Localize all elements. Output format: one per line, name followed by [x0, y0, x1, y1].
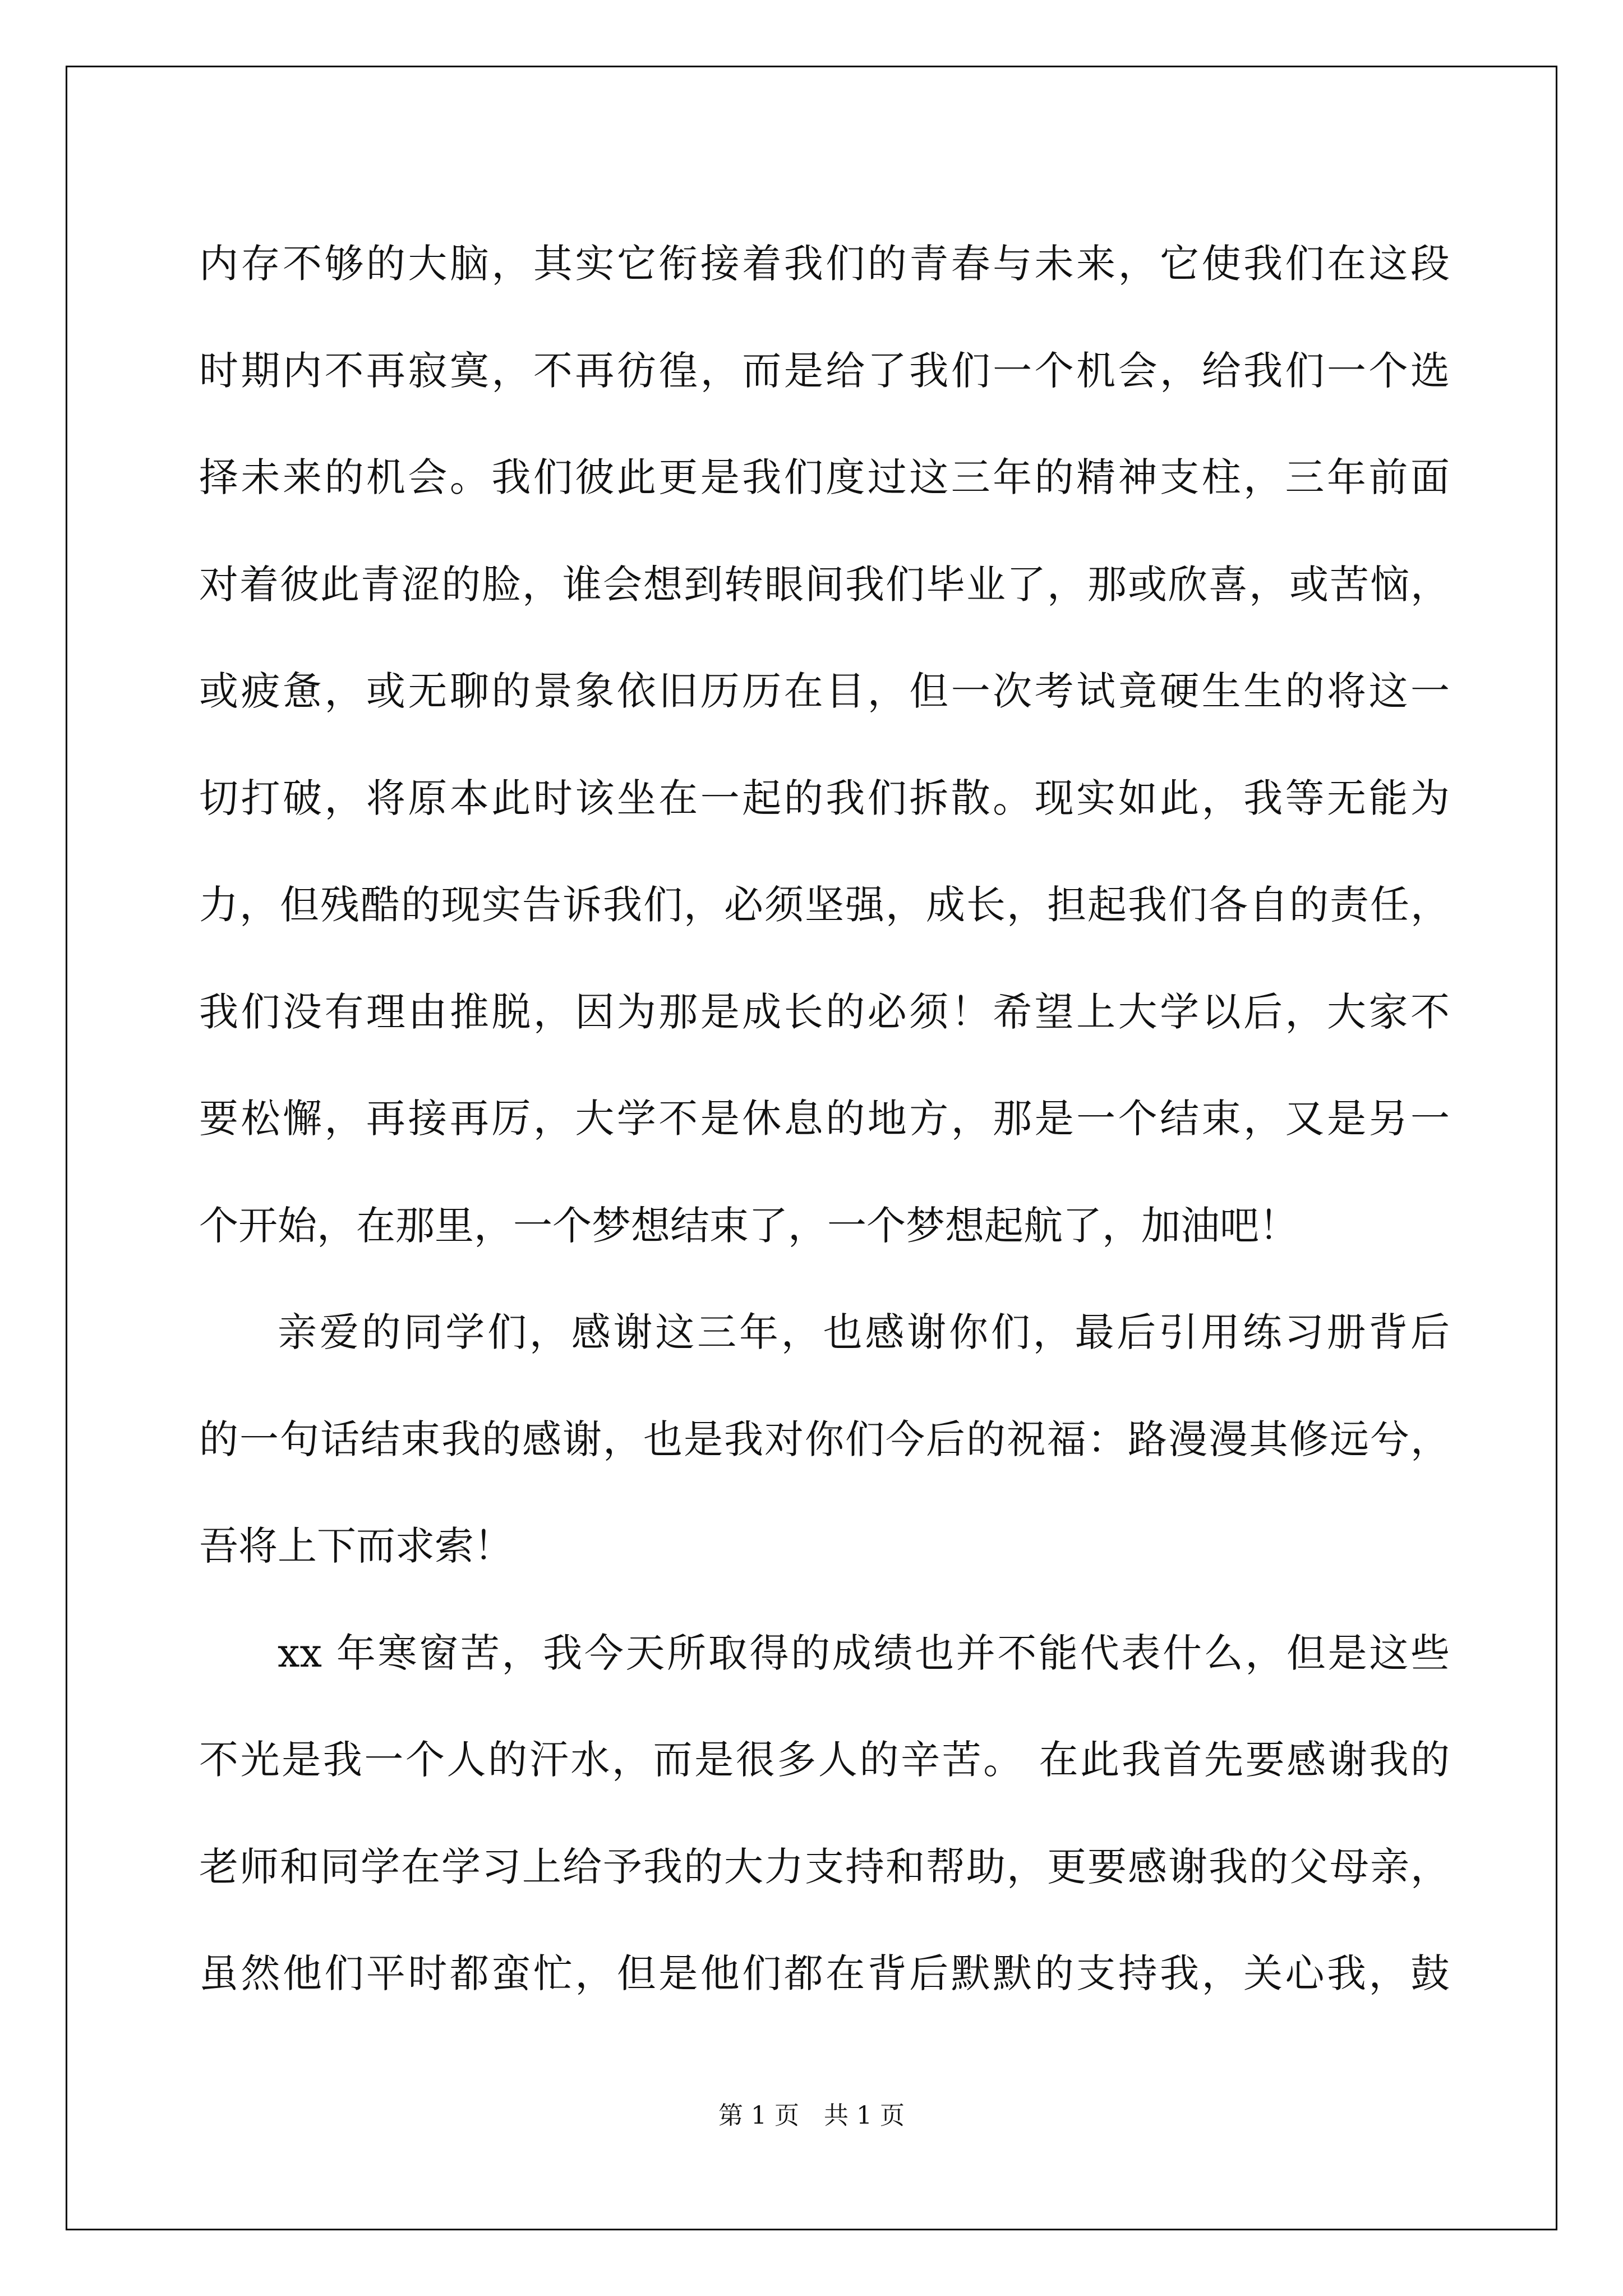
text-line: 我们没有理由推脱，因为那是成长的必须！希望上大学以后，大家不	[199, 988, 1450, 1035]
text-line: 时期内不再寂寞，不再彷徨，而是给了我们一个机会，给我们一个选	[199, 347, 1450, 394]
document-body	[199, 210, 1450, 2027]
text-line: xx 年寒窗苦，我今天所取得的成绩也并不能代表什么，但是这些	[278, 1630, 1450, 1676]
text-line: 吾将上下而求索！	[199, 1523, 513, 1569]
text-line: 虽然他们平时都蛮忙，但是他们都在背后默默的支持我，关心我，鼓	[199, 1950, 1450, 1996]
text-line: 亲爱的同学们，感谢这三年，也感谢你们，最后引用练习册背后	[278, 1309, 1450, 1355]
text-line: 对着彼此青涩的脸，谁会想到转眼间我们毕业了，那或欣喜，或苦恼，	[199, 561, 1450, 608]
text-line: 择未来的机会。我们彼此更是我们度过这三年的精神支柱，三年前面	[199, 454, 1450, 500]
text-line: 不光是我一个人的汗水，而是很多人的辛苦。 在此我首先要感谢我的	[199, 1737, 1450, 1783]
text-line: 内存不够的大脑，其实它衔接着我们的青春与未来，它使我们在这段	[199, 241, 1450, 287]
text-line: 切打破，将原本此时该坐在一起的我们拆散。现实如此，我等无能为	[199, 775, 1450, 821]
text-line: 力，但残酷的现实告诉我们，必须坚强，成长，担起我们各自的责任，	[199, 882, 1450, 928]
text-line: 的一句话结束我的感谢，也是我对你们今后的祝福：路漫漫其修远兮，	[199, 1416, 1450, 1462]
text-line: 或疲惫，或无聊的景象依旧历历在目，但一次考试竟硬生生的将这一	[199, 668, 1450, 714]
page-footer: 第 1 页 共 1 页	[718, 2101, 905, 2130]
text-line: 要松懈，再接再厉，大学不是休息的地方，那是一个结束，又是另一	[199, 1096, 1450, 1142]
text-line: 个开始，在那里，一个梦想结束了，一个梦想起航了，加油吧！	[199, 1202, 1298, 1249]
text-line: 老师和同学在学习上给予我的大力支持和帮助，更要感谢我的父母亲，	[199, 1843, 1450, 1890]
